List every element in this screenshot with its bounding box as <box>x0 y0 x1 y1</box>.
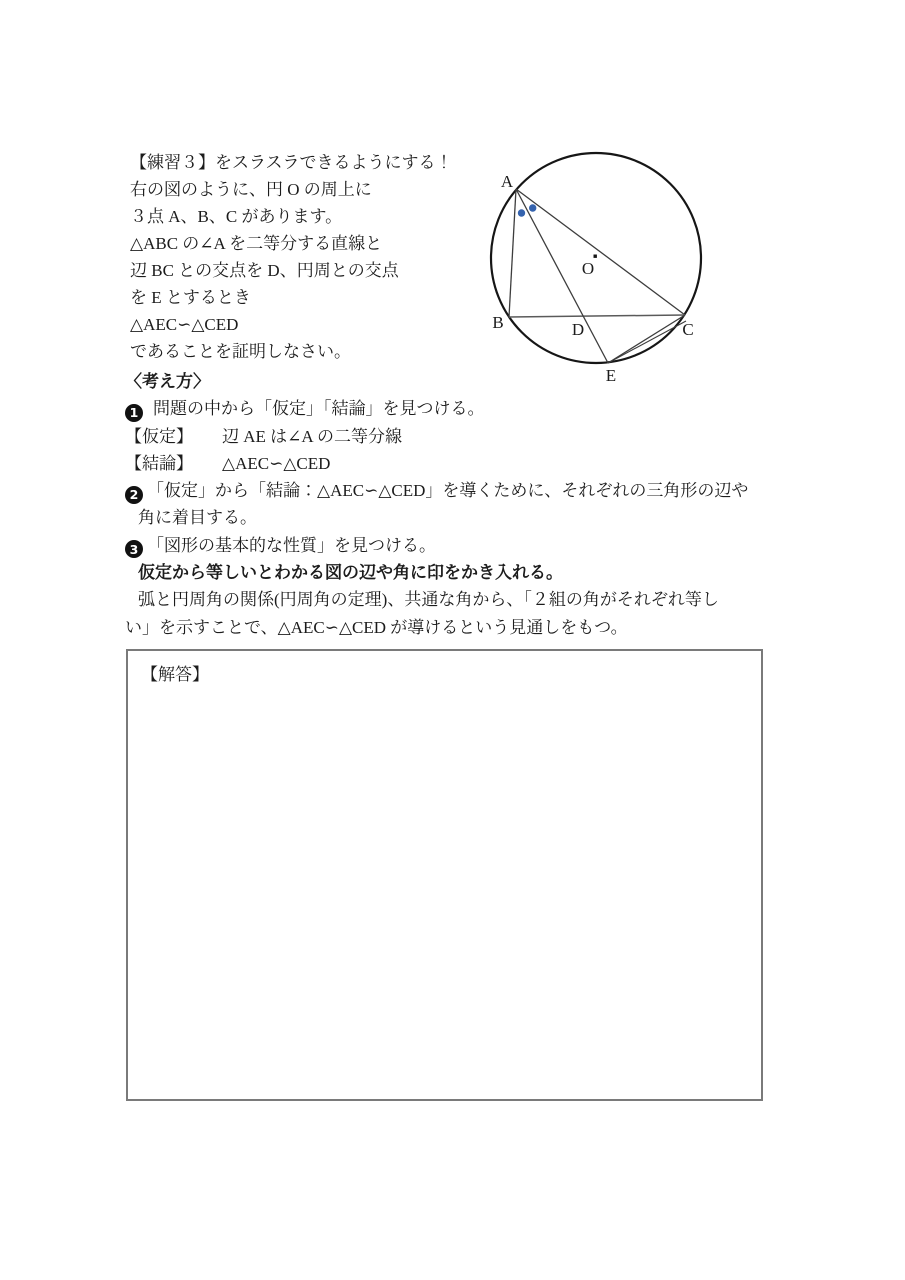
answer-label: 【解答】 <box>141 665 209 684</box>
problem-title: 【練習３】をスラスラできるようにする！ <box>130 153 453 172</box>
angle-mark-dot-2 <box>529 204 536 211</box>
point-label-B: B <box>492 313 504 332</box>
step-3-emphasis: 仮定から等しいとわかる図の辺や角に印をかき入れる。 <box>138 563 563 583</box>
segment-AE <box>516 189 608 363</box>
segment-EC <box>608 315 685 363</box>
assumption-label: 【仮定】 <box>125 426 193 446</box>
problem-line-6: △AEC∽△CED <box>130 315 239 334</box>
step-3-text: 「図形の基本的な性質」を見つける。 <box>147 535 436 555</box>
answer-box <box>126 649 763 1101</box>
circle-geometry-diagram <box>470 135 730 395</box>
conclusion-label: 【結論】 <box>125 453 193 473</box>
center-dot <box>594 255 597 258</box>
note-line-2: い」を示すことで、△AEC∽△CED が導けるという見通しをもつ。 <box>125 617 628 637</box>
problem-statement <box>130 149 490 365</box>
point-label-O: O <box>581 259 595 278</box>
assumption-text: 辺 AE は∠A の二等分線 <box>222 426 402 446</box>
problem-line-1: 右の図のように、円 O の周上に <box>130 180 372 199</box>
conclusion-line <box>125 450 805 477</box>
problem-line-5: を E とするとき <box>130 288 251 307</box>
segment-BC <box>509 315 685 317</box>
point-label-E: E <box>605 366 617 385</box>
note-line-1: 弧と円周角の関係(円周角の定理)、共通な角から、「２組の角がそれぞれ等し <box>138 590 719 610</box>
step-3 <box>125 532 805 559</box>
segment-AB <box>509 189 516 317</box>
problem-line-2: ３点 A、B、C があります。 <box>130 207 343 226</box>
step-2 <box>125 477 805 504</box>
thinking-section <box>125 368 805 641</box>
problem-line-3: △ABC の∠A を二等分する直線と <box>130 234 383 253</box>
step-1-number-icon: 1 <box>125 404 143 422</box>
point-label-C: C <box>682 320 694 339</box>
point-label-D: D <box>571 320 585 339</box>
problem-line-7: であることを証明しなさい。 <box>130 342 351 361</box>
assumption-line <box>125 423 805 450</box>
problem-line-4: 辺 BC との交点を D、円周との交点 <box>130 261 399 280</box>
step-1-text: 問題の中から「仮定」「結論」を見つける。 <box>153 399 485 419</box>
circle-outline <box>491 153 701 363</box>
angle-mark-dot-1 <box>518 209 525 216</box>
step-3-number-icon: 3 <box>125 540 143 558</box>
conclusion-text: △AEC∽△CED <box>222 453 331 473</box>
step-2-text-line-1: 「仮定」から「結論：△AEC∽△CED」を導くために、それぞれの三角形の辺や <box>147 481 749 501</box>
thinking-heading: 〈考え方〉 <box>125 372 210 391</box>
segment-AC <box>516 189 685 315</box>
point-label-A: A <box>500 172 514 191</box>
step-2-text-line-2: 角に着目する。 <box>138 508 257 528</box>
step-2-number-icon: 2 <box>125 486 143 504</box>
step-1 <box>125 395 805 422</box>
segment-EC-double <box>608 321 686 363</box>
